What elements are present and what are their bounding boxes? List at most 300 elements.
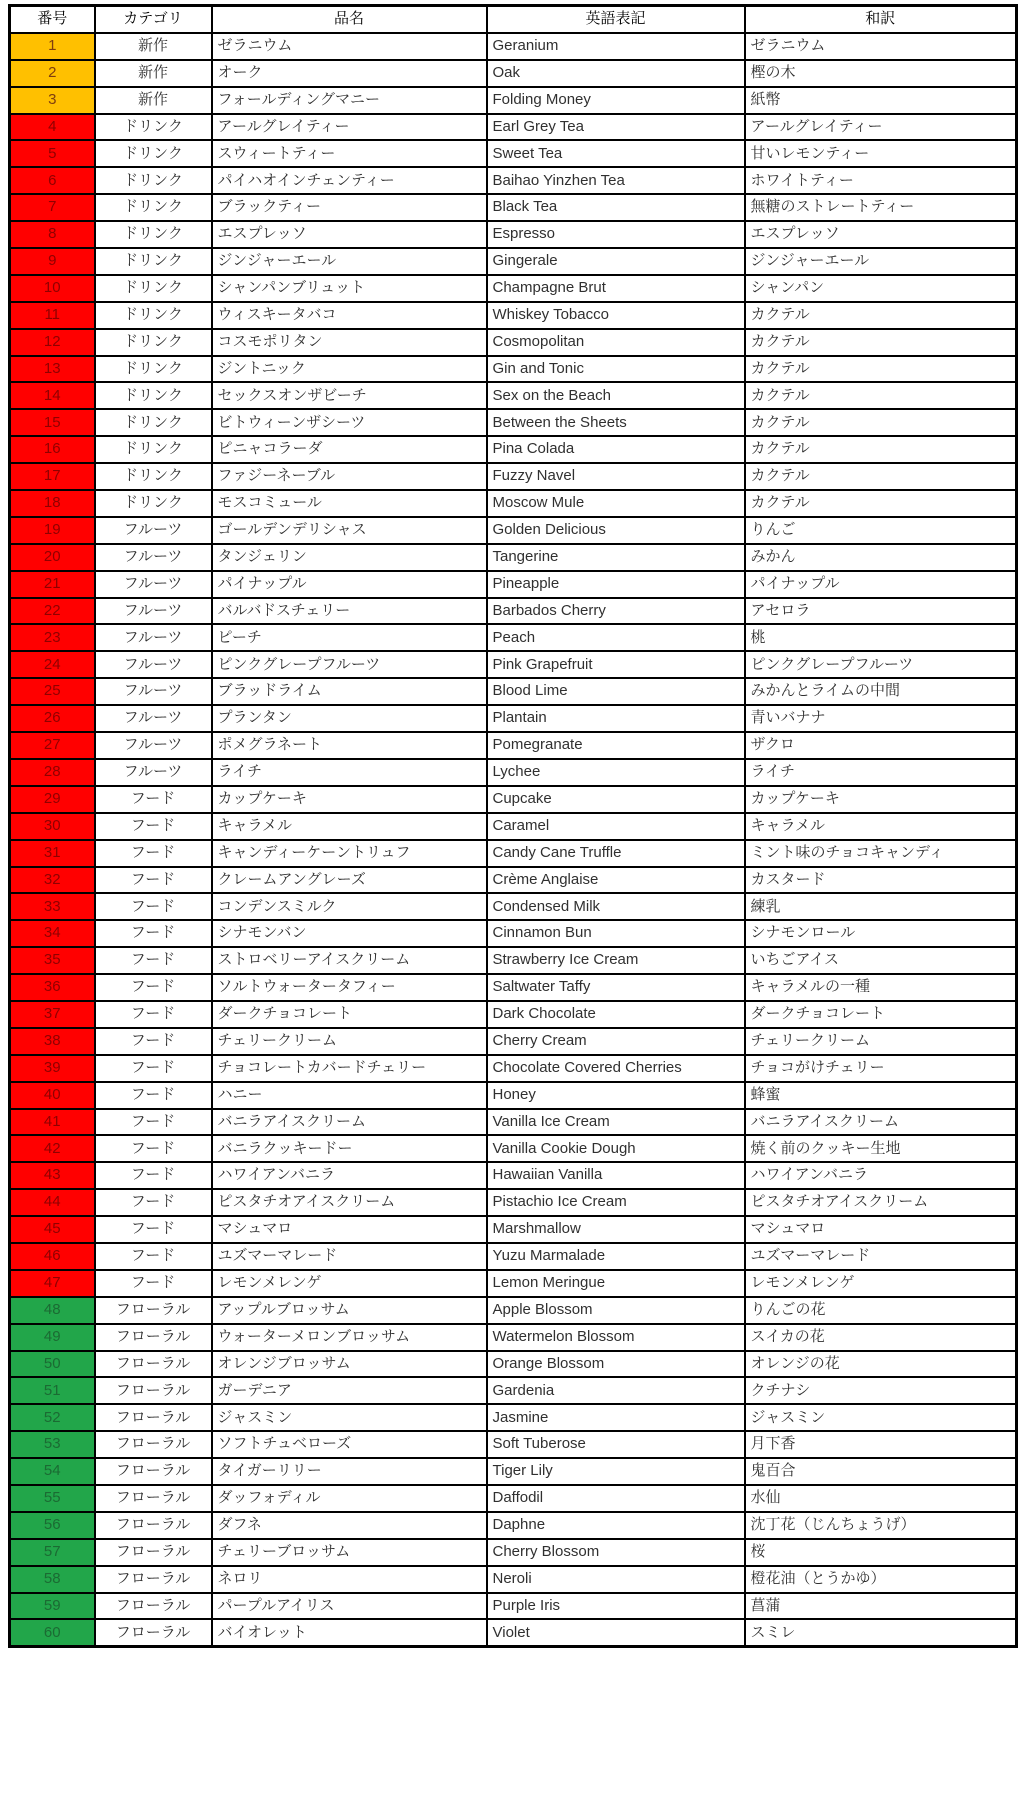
table-row <box>10 651 1017 678</box>
table-row <box>10 1270 1017 1297</box>
cell-number: 14 <box>10 382 95 409</box>
cell-english-name: Vanilla Ice Cream <box>487 1109 745 1136</box>
fragrance-table <box>8 4 1018 1648</box>
cell-number: 39 <box>10 1055 95 1082</box>
cell-category: フード <box>95 867 212 894</box>
cell-number: 20 <box>10 544 95 571</box>
table-row <box>10 1619 1017 1646</box>
cell-number: 28 <box>10 759 95 786</box>
cell-japanese-translation: 沈丁花（じんちょうげ） <box>745 1512 1017 1539</box>
table-row <box>10 1216 1017 1243</box>
cell-english-name: Champagne Brut <box>487 275 745 302</box>
cell-product-name: レモンメレンゲ <box>212 1270 487 1297</box>
cell-japanese-translation: 鬼百合 <box>745 1458 1017 1485</box>
table-body <box>10 33 1017 1647</box>
cell-category: フルーツ <box>95 571 212 598</box>
cell-category: フルーツ <box>95 651 212 678</box>
cell-category: フローラル <box>95 1458 212 1485</box>
cell-english-name: Geranium <box>487 33 745 60</box>
cell-number: 24 <box>10 651 95 678</box>
cell-number: 42 <box>10 1135 95 1162</box>
cell-number: 52 <box>10 1404 95 1431</box>
cell-number: 48 <box>10 1297 95 1324</box>
cell-number: 1 <box>10 33 95 60</box>
cell-japanese-translation: 菖蒲 <box>745 1593 1017 1620</box>
table-row <box>10 624 1017 651</box>
cell-number: 5 <box>10 140 95 167</box>
cell-product-name: フォールディングマニー <box>212 87 487 114</box>
cell-category: フルーツ <box>95 544 212 571</box>
table-row <box>10 114 1017 141</box>
cell-number: 41 <box>10 1109 95 1136</box>
cell-english-name: Hawaiian Vanilla <box>487 1162 745 1189</box>
cell-english-name: Barbados Cherry <box>487 598 745 625</box>
table-row <box>10 813 1017 840</box>
cell-category: フローラル <box>95 1512 212 1539</box>
cell-category: フローラル <box>95 1593 212 1620</box>
cell-product-name: プランタン <box>212 705 487 732</box>
header-row <box>10 6 1017 33</box>
table-row <box>10 60 1017 87</box>
cell-japanese-translation: キャラメルの一種 <box>745 974 1017 1001</box>
cell-number: 59 <box>10 1593 95 1620</box>
cell-number: 34 <box>10 920 95 947</box>
cell-english-name: Violet <box>487 1619 745 1646</box>
cell-english-name: Pina Colada <box>487 436 745 463</box>
table-row <box>10 1028 1017 1055</box>
cell-number: 56 <box>10 1512 95 1539</box>
cell-product-name: ビトウィーンザシーツ <box>212 409 487 436</box>
cell-number: 13 <box>10 356 95 383</box>
cell-category: フード <box>95 1001 212 1028</box>
cell-japanese-translation: 蜂蜜 <box>745 1082 1017 1109</box>
cell-japanese-translation: りんごの花 <box>745 1297 1017 1324</box>
cell-number: 16 <box>10 436 95 463</box>
cell-product-name: ダークチョコレート <box>212 1001 487 1028</box>
cell-japanese-translation: レモンメレンゲ <box>745 1270 1017 1297</box>
cell-product-name: ガーデニア <box>212 1377 487 1404</box>
cell-japanese-translation: りんご <box>745 517 1017 544</box>
cell-english-name: Sweet Tea <box>487 140 745 167</box>
cell-category: フルーツ <box>95 624 212 651</box>
cell-product-name: ポメグラネート <box>212 732 487 759</box>
cell-category: フローラル <box>95 1485 212 1512</box>
cell-product-name: シャンパンブリュット <box>212 275 487 302</box>
cell-english-name: Oak <box>487 60 745 87</box>
cell-product-name: ウォーターメロンブロッサム <box>212 1324 487 1351</box>
cell-product-name: ストロベリーアイスクリーム <box>212 947 487 974</box>
cell-product-name: ダフネ <box>212 1512 487 1539</box>
cell-number: 54 <box>10 1458 95 1485</box>
cell-product-name: ピニャコラーダ <box>212 436 487 463</box>
table-row <box>10 1135 1017 1162</box>
cell-category: フローラル <box>95 1351 212 1378</box>
cell-japanese-translation: 練乳 <box>745 893 1017 920</box>
table-row <box>10 87 1017 114</box>
cell-category: フード <box>95 813 212 840</box>
table-row <box>10 1404 1017 1431</box>
cell-english-name: Gingerale <box>487 248 745 275</box>
cell-number: 2 <box>10 60 95 87</box>
cell-category: フローラル <box>95 1539 212 1566</box>
cell-product-name: タイガーリリー <box>212 1458 487 1485</box>
table-row <box>10 490 1017 517</box>
cell-category: 新作 <box>95 33 212 60</box>
table-row <box>10 1324 1017 1351</box>
cell-category: フード <box>95 1189 212 1216</box>
cell-category: フルーツ <box>95 705 212 732</box>
cell-english-name: Fuzzy Navel <box>487 463 745 490</box>
table-row <box>10 867 1017 894</box>
cell-japanese-translation: 紙幣 <box>745 87 1017 114</box>
table-row <box>10 409 1017 436</box>
cell-english-name: Gardenia <box>487 1377 745 1404</box>
cell-product-name: シナモンバン <box>212 920 487 947</box>
cell-category: ドリンク <box>95 356 212 383</box>
cell-english-name: Soft Tuberose <box>487 1431 745 1458</box>
cell-product-name: チェリーブロッサム <box>212 1539 487 1566</box>
cell-product-name: パイハオインチェンティー <box>212 167 487 194</box>
cell-category: ドリンク <box>95 248 212 275</box>
cell-number: 26 <box>10 705 95 732</box>
cell-japanese-translation: ジンジャーエール <box>745 248 1017 275</box>
cell-english-name: Moscow Mule <box>487 490 745 517</box>
cell-product-name: ゴールデンデリシャス <box>212 517 487 544</box>
cell-category: フルーツ <box>95 598 212 625</box>
table-row <box>10 1512 1017 1539</box>
cell-english-name: Apple Blossom <box>487 1297 745 1324</box>
cell-number: 12 <box>10 329 95 356</box>
cell-english-name: Espresso <box>487 221 745 248</box>
cell-number: 37 <box>10 1001 95 1028</box>
cell-product-name: バニラクッキードー <box>212 1135 487 1162</box>
cell-product-name: ピーチ <box>212 624 487 651</box>
table-row <box>10 33 1017 60</box>
cell-product-name: キャラメル <box>212 813 487 840</box>
cell-category: ドリンク <box>95 490 212 517</box>
cell-category: 新作 <box>95 60 212 87</box>
cell-english-name: Plantain <box>487 705 745 732</box>
table-row <box>10 1431 1017 1458</box>
cell-japanese-translation: カクテル <box>745 463 1017 490</box>
cell-product-name: ウィスキータバコ <box>212 302 487 329</box>
cell-number: 17 <box>10 463 95 490</box>
cell-number: 3 <box>10 87 95 114</box>
cell-japanese-translation: みかんとライムの中間 <box>745 678 1017 705</box>
column-header-name: 品名 <box>212 6 487 33</box>
cell-category: ドリンク <box>95 463 212 490</box>
table-row <box>10 517 1017 544</box>
cell-number: 49 <box>10 1324 95 1351</box>
column-header-japanese: 和訳 <box>745 6 1017 33</box>
cell-product-name: チェリークリーム <box>212 1028 487 1055</box>
cell-product-name: パイナップル <box>212 571 487 598</box>
cell-category: フローラル <box>95 1324 212 1351</box>
cell-english-name: Pistachio Ice Cream <box>487 1189 745 1216</box>
cell-product-name: バニラアイスクリーム <box>212 1109 487 1136</box>
cell-product-name: ハニー <box>212 1082 487 1109</box>
cell-category: ドリンク <box>95 329 212 356</box>
table-row <box>10 1593 1017 1620</box>
cell-japanese-translation: 橙花油（とうかゆ） <box>745 1566 1017 1593</box>
table-row <box>10 275 1017 302</box>
table-row <box>10 598 1017 625</box>
cell-product-name: セックスオンザビーチ <box>212 382 487 409</box>
cell-product-name: ソフトチュベローズ <box>212 1431 487 1458</box>
cell-category: フード <box>95 1243 212 1270</box>
cell-number: 40 <box>10 1082 95 1109</box>
table-row <box>10 302 1017 329</box>
table-row <box>10 732 1017 759</box>
cell-product-name: ハワイアンバニラ <box>212 1162 487 1189</box>
cell-japanese-translation: 水仙 <box>745 1485 1017 1512</box>
cell-category: ドリンク <box>95 382 212 409</box>
table-row <box>10 544 1017 571</box>
cell-category: フード <box>95 1270 212 1297</box>
table-row <box>10 1485 1017 1512</box>
cell-number: 31 <box>10 840 95 867</box>
cell-product-name: マシュマロ <box>212 1216 487 1243</box>
cell-number: 7 <box>10 194 95 221</box>
cell-japanese-translation: ピスタチオアイスクリーム <box>745 1189 1017 1216</box>
cell-category: フルーツ <box>95 517 212 544</box>
table-row <box>10 1055 1017 1082</box>
cell-product-name: アールグレイティー <box>212 114 487 141</box>
cell-number: 21 <box>10 571 95 598</box>
cell-category: ドリンク <box>95 221 212 248</box>
cell-number: 4 <box>10 114 95 141</box>
cell-japanese-translation: カスタード <box>745 867 1017 894</box>
cell-number: 50 <box>10 1351 95 1378</box>
table-row <box>10 947 1017 974</box>
table-row <box>10 1162 1017 1189</box>
cell-number: 35 <box>10 947 95 974</box>
cell-category: フード <box>95 1082 212 1109</box>
table-row <box>10 786 1017 813</box>
cell-japanese-translation: カクテル <box>745 382 1017 409</box>
cell-product-name: コスモポリタン <box>212 329 487 356</box>
table-row <box>10 1566 1017 1593</box>
cell-english-name: Cosmopolitan <box>487 329 745 356</box>
table-header <box>10 6 1017 33</box>
cell-product-name: ジャスミン <box>212 1404 487 1431</box>
cell-english-name: Tangerine <box>487 544 745 571</box>
cell-japanese-translation: ゼラニウム <box>745 33 1017 60</box>
cell-category: フード <box>95 840 212 867</box>
cell-japanese-translation: キャラメル <box>745 813 1017 840</box>
cell-japanese-translation: エスプレッソ <box>745 221 1017 248</box>
cell-japanese-translation: 無糖のストレートティー <box>745 194 1017 221</box>
cell-number: 45 <box>10 1216 95 1243</box>
cell-japanese-translation: カクテル <box>745 329 1017 356</box>
cell-japanese-translation: カクテル <box>745 436 1017 463</box>
cell-english-name: Between the Sheets <box>487 409 745 436</box>
cell-japanese-translation: カップケーキ <box>745 786 1017 813</box>
cell-number: 53 <box>10 1431 95 1458</box>
cell-product-name: ブラッドライム <box>212 678 487 705</box>
cell-category: ドリンク <box>95 194 212 221</box>
cell-product-name: バルバドスチェリー <box>212 598 487 625</box>
cell-japanese-translation: ミント味のチョコキャンディ <box>745 840 1017 867</box>
cell-english-name: Honey <box>487 1082 745 1109</box>
cell-category: フローラル <box>95 1619 212 1646</box>
cell-japanese-translation: ホワイトティー <box>745 167 1017 194</box>
cell-english-name: Lemon Meringue <box>487 1270 745 1297</box>
cell-number: 47 <box>10 1270 95 1297</box>
cell-number: 55 <box>10 1485 95 1512</box>
column-header-number: 番号 <box>10 6 95 33</box>
cell-number: 32 <box>10 867 95 894</box>
cell-japanese-translation: ジャスミン <box>745 1404 1017 1431</box>
table-row <box>10 1351 1017 1378</box>
cell-product-name: バイオレット <box>212 1619 487 1646</box>
cell-number: 29 <box>10 786 95 813</box>
cell-japanese-translation: スイカの花 <box>745 1324 1017 1351</box>
cell-japanese-translation: ピンクグレープフルーツ <box>745 651 1017 678</box>
cell-japanese-translation: シナモンロール <box>745 920 1017 947</box>
cell-category: フローラル <box>95 1377 212 1404</box>
cell-english-name: Cupcake <box>487 786 745 813</box>
cell-product-name: ダッフォディル <box>212 1485 487 1512</box>
cell-product-name: ジントニック <box>212 356 487 383</box>
cell-number: 33 <box>10 893 95 920</box>
table-row <box>10 1539 1017 1566</box>
cell-product-name: ジンジャーエール <box>212 248 487 275</box>
cell-english-name: Strawberry Ice Cream <box>487 947 745 974</box>
cell-number: 15 <box>10 409 95 436</box>
table-row <box>10 571 1017 598</box>
table-row <box>10 1001 1017 1028</box>
table-row <box>10 1189 1017 1216</box>
cell-english-name: Blood Lime <box>487 678 745 705</box>
cell-english-name: Pink Grapefruit <box>487 651 745 678</box>
cell-category: フルーツ <box>95 678 212 705</box>
table-row <box>10 759 1017 786</box>
cell-japanese-translation: チョコがけチェリー <box>745 1055 1017 1082</box>
table-row <box>10 221 1017 248</box>
cell-product-name: ブラックティー <box>212 194 487 221</box>
cell-japanese-translation: 月下香 <box>745 1431 1017 1458</box>
cell-japanese-translation: スミレ <box>745 1619 1017 1646</box>
cell-category: フード <box>95 1135 212 1162</box>
table-row <box>10 974 1017 1001</box>
cell-number: 23 <box>10 624 95 651</box>
cell-english-name: Crème Anglaise <box>487 867 745 894</box>
cell-english-name: Pomegranate <box>487 732 745 759</box>
cell-category: フード <box>95 1162 212 1189</box>
cell-english-name: Caramel <box>487 813 745 840</box>
cell-japanese-translation: シャンパン <box>745 275 1017 302</box>
cell-english-name: Neroli <box>487 1566 745 1593</box>
cell-category: フード <box>95 1055 212 1082</box>
cell-number: 10 <box>10 275 95 302</box>
cell-japanese-translation: アールグレイティー <box>745 114 1017 141</box>
cell-japanese-translation: カクテル <box>745 490 1017 517</box>
cell-product-name: モスコミュール <box>212 490 487 517</box>
cell-english-name: Golden Delicious <box>487 517 745 544</box>
cell-number: 44 <box>10 1189 95 1216</box>
cell-product-name: カップケーキ <box>212 786 487 813</box>
table-row <box>10 1377 1017 1404</box>
cell-category: ドリンク <box>95 409 212 436</box>
table-row <box>10 436 1017 463</box>
cell-product-name: パープルアイリス <box>212 1593 487 1620</box>
cell-japanese-translation: マシュマロ <box>745 1216 1017 1243</box>
table-row <box>10 1297 1017 1324</box>
cell-english-name: Baihao Yinzhen Tea <box>487 167 745 194</box>
cell-japanese-translation: アセロラ <box>745 598 1017 625</box>
cell-japanese-translation: 甘いレモンティー <box>745 140 1017 167</box>
cell-product-name: オレンジブロッサム <box>212 1351 487 1378</box>
cell-english-name: Peach <box>487 624 745 651</box>
cell-category: フード <box>95 920 212 947</box>
cell-number: 8 <box>10 221 95 248</box>
cell-japanese-translation: バニラアイスクリーム <box>745 1109 1017 1136</box>
cell-english-name: Cherry Blossom <box>487 1539 745 1566</box>
cell-product-name: ゼラニウム <box>212 33 487 60</box>
cell-number: 30 <box>10 813 95 840</box>
cell-japanese-translation: ハワイアンバニラ <box>745 1162 1017 1189</box>
cell-japanese-translation: いちごアイス <box>745 947 1017 974</box>
cell-number: 25 <box>10 678 95 705</box>
table-row <box>10 1109 1017 1136</box>
cell-number: 46 <box>10 1243 95 1270</box>
cell-english-name: Cherry Cream <box>487 1028 745 1055</box>
cell-english-name: Candy Cane Truffle <box>487 840 745 867</box>
table-row <box>10 140 1017 167</box>
table-row <box>10 893 1017 920</box>
cell-english-name: Purple Iris <box>487 1593 745 1620</box>
cell-category: フード <box>95 893 212 920</box>
cell-english-name: Chocolate Covered Cherries <box>487 1055 745 1082</box>
page <box>0 4 1023 1793</box>
cell-japanese-translation: ライチ <box>745 759 1017 786</box>
cell-english-name: Jasmine <box>487 1404 745 1431</box>
cell-category: ドリンク <box>95 114 212 141</box>
cell-product-name: キャンディーケーントリュフ <box>212 840 487 867</box>
cell-english-name: Saltwater Taffy <box>487 974 745 1001</box>
cell-category: ドリンク <box>95 436 212 463</box>
cell-product-name: エスプレッソ <box>212 221 487 248</box>
cell-japanese-translation: 桜 <box>745 1539 1017 1566</box>
cell-product-name: ファジーネーブル <box>212 463 487 490</box>
cell-number: 22 <box>10 598 95 625</box>
cell-japanese-translation: ダークチョコレート <box>745 1001 1017 1028</box>
cell-japanese-translation: カクテル <box>745 409 1017 436</box>
table-row <box>10 705 1017 732</box>
cell-number: 27 <box>10 732 95 759</box>
cell-japanese-translation: ユズマーマレード <box>745 1243 1017 1270</box>
cell-japanese-translation: 桃 <box>745 624 1017 651</box>
cell-number: 18 <box>10 490 95 517</box>
cell-english-name: Gin and Tonic <box>487 356 745 383</box>
cell-english-name: Condensed Milk <box>487 893 745 920</box>
cell-english-name: Lychee <box>487 759 745 786</box>
table-row <box>10 840 1017 867</box>
table-row <box>10 1082 1017 1109</box>
cell-english-name: Dark Chocolate <box>487 1001 745 1028</box>
cell-english-name: Cinnamon Bun <box>487 920 745 947</box>
cell-category: フード <box>95 1216 212 1243</box>
table-row <box>10 248 1017 275</box>
cell-japanese-translation: みかん <box>745 544 1017 571</box>
cell-category: ドリンク <box>95 275 212 302</box>
cell-number: 57 <box>10 1539 95 1566</box>
cell-category: フローラル <box>95 1404 212 1431</box>
table-row <box>10 1243 1017 1270</box>
cell-number: 11 <box>10 302 95 329</box>
cell-product-name: アップルブロッサム <box>212 1297 487 1324</box>
